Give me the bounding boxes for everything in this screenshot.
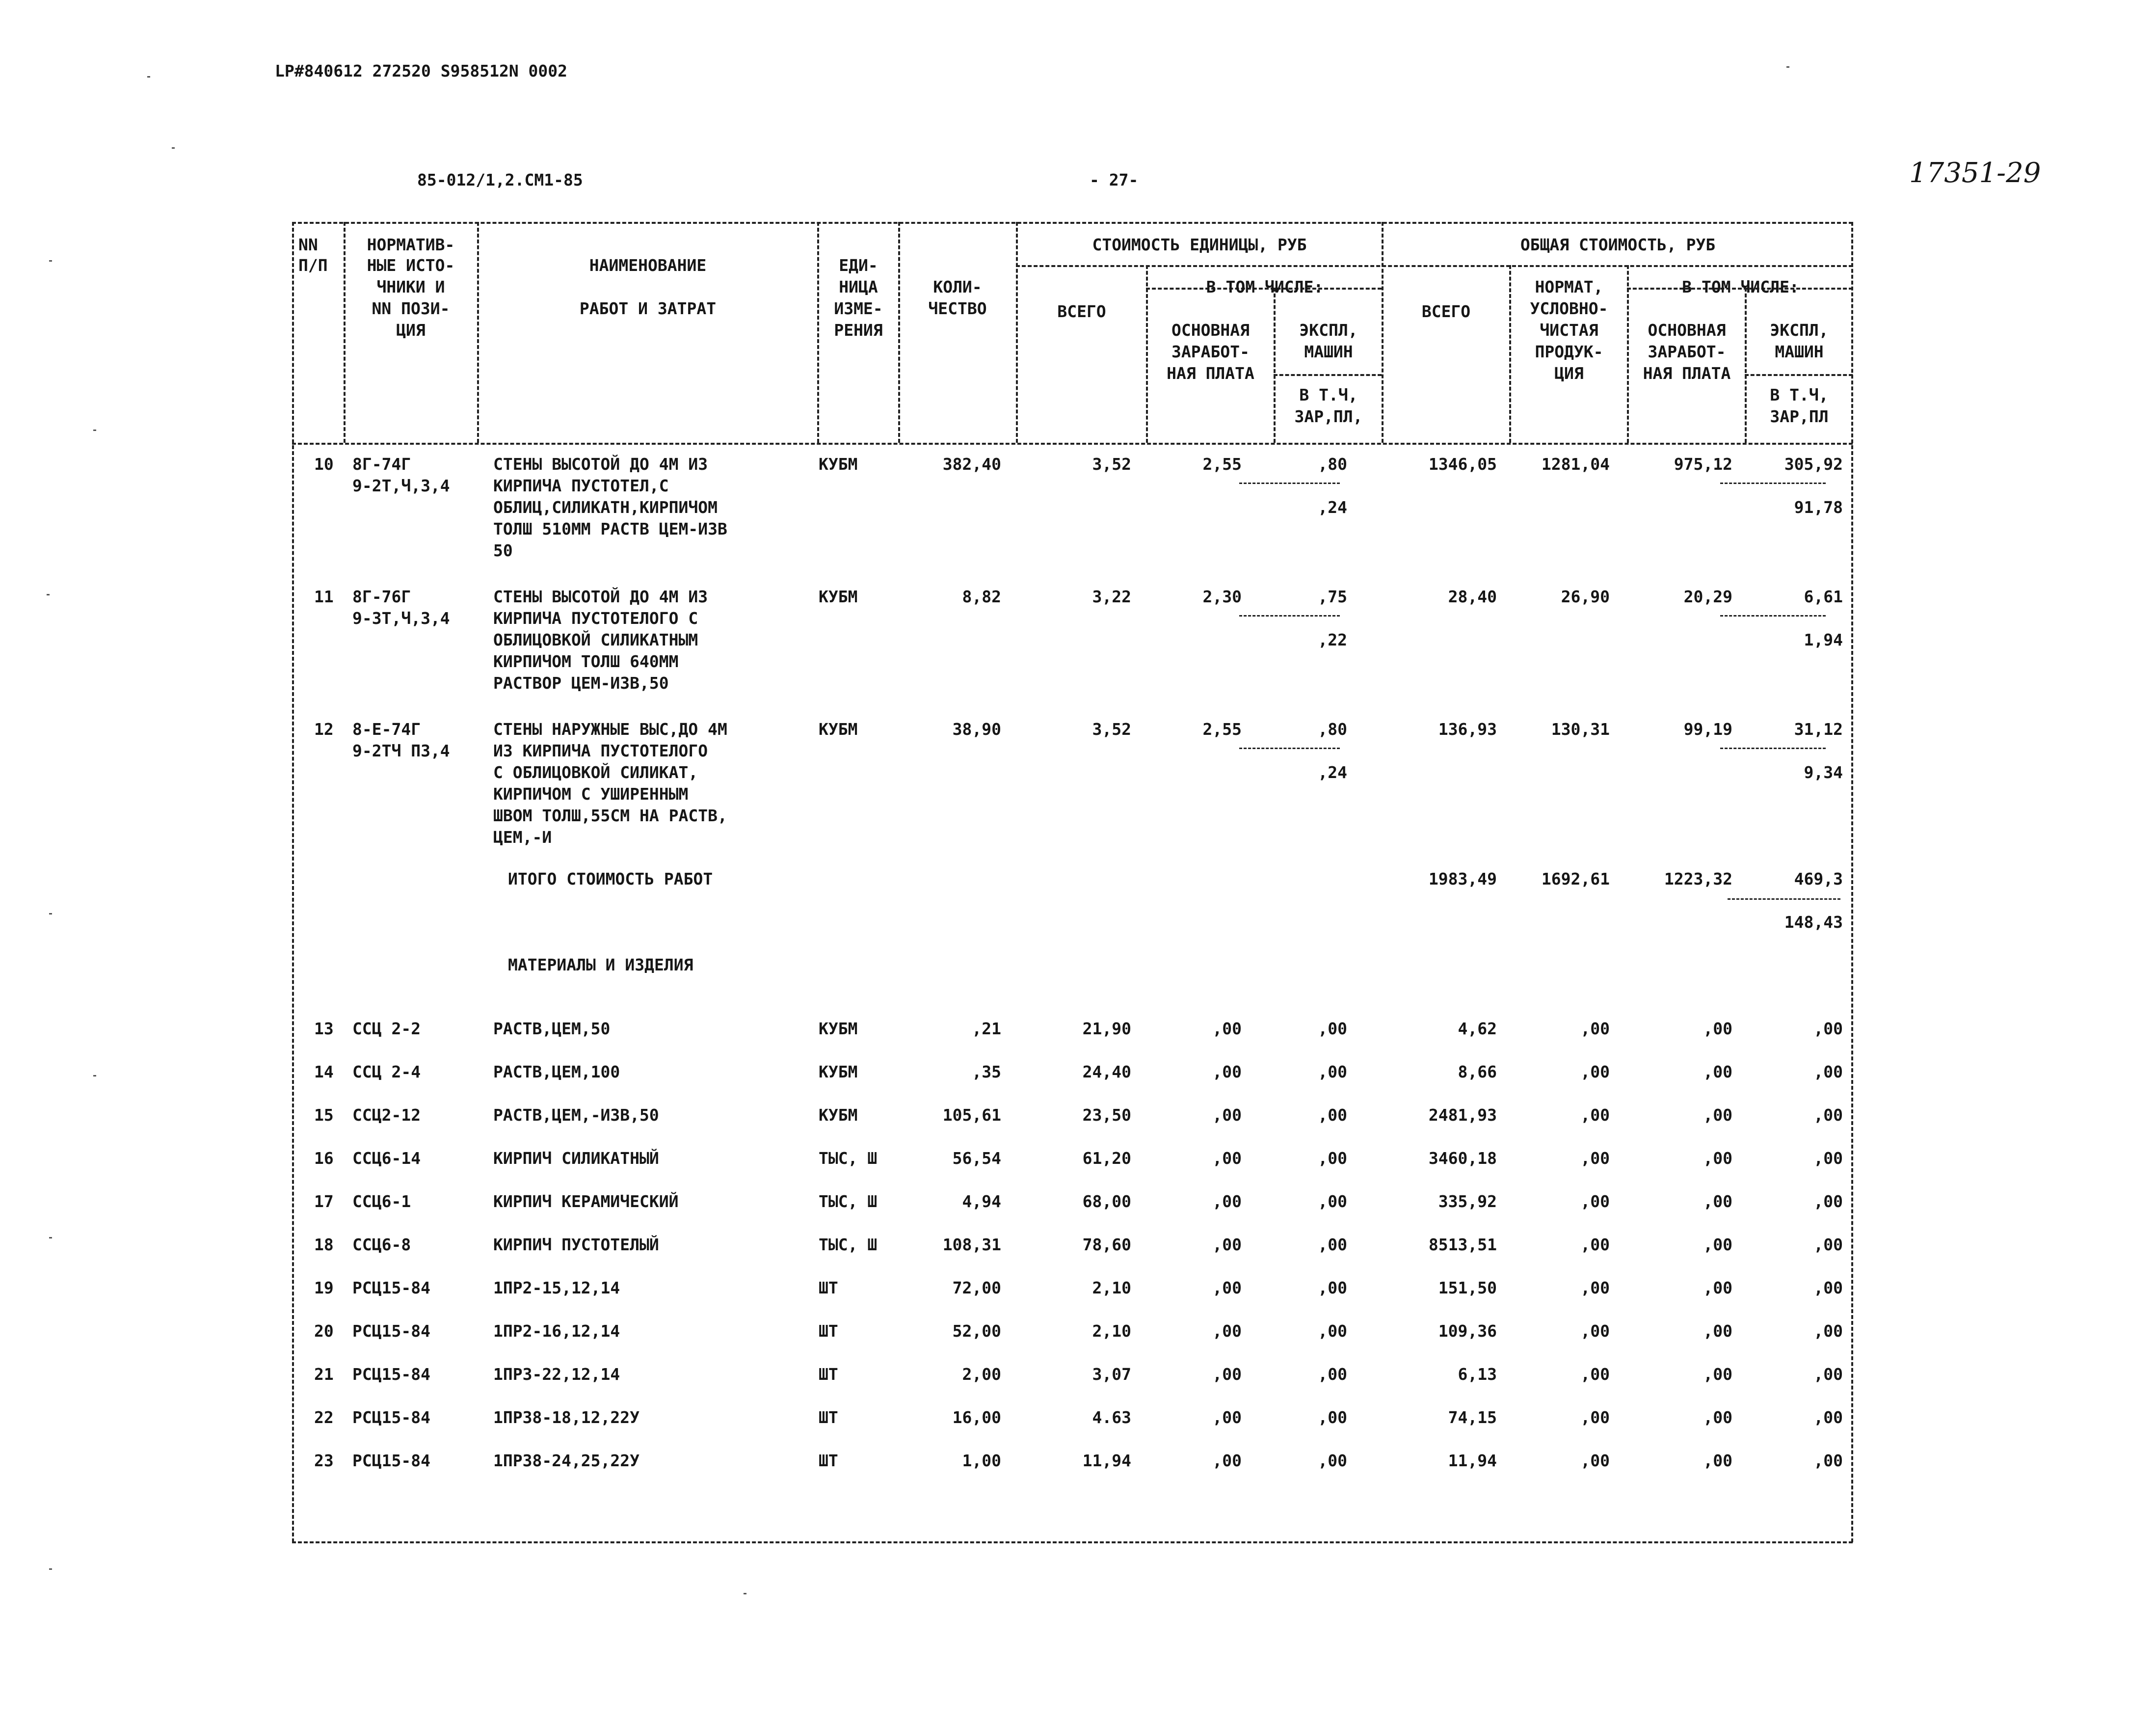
total-machine: ,00: [1813, 1149, 1843, 1168]
scan-speck: [49, 1568, 52, 1570]
unit-cost-machine: ,80: [1318, 720, 1347, 739]
total-norm-net: ,00: [1580, 1278, 1610, 1297]
unit-cost-total: 3,52: [1092, 455, 1131, 474]
norm-code: ССЦ6-1: [352, 1192, 411, 1211]
material-name: КИРПИЧ ПУСТОТЕЛЫЙ: [493, 1235, 659, 1254]
handwritten-ref: 17351-29: [1909, 157, 2041, 189]
hdr-t-incl-wage: ЗАР,ПЛ: [1770, 407, 1829, 426]
total-wage: ,00: [1703, 1019, 1732, 1038]
row-number: 22: [314, 1408, 334, 1427]
norm-code: 8Г-76Г: [352, 587, 411, 606]
hdr-norm-net: УСЛОВНО-: [1530, 299, 1608, 318]
hdr-base-wage: НАЯ ПЛАТА: [1167, 364, 1254, 383]
total-cost: 109,36: [1438, 1321, 1497, 1341]
row-number: 20: [314, 1321, 334, 1341]
hdr-unit: РЕНИЯ: [834, 321, 883, 340]
hdr-base-wage: ЗАРАБОТ-: [1171, 342, 1250, 361]
unit-cost-machine-wage: ,22: [1318, 630, 1347, 649]
hdr-unit: НИЦА: [839, 277, 878, 296]
unit-cost-wage: 2,55: [1202, 720, 1242, 739]
work-name-line: ШВОМ ТОЛШ,55СМ НА РАСТВ,: [493, 806, 727, 825]
unit-cost-total: 3,52: [1092, 720, 1131, 739]
unit-cost-total: 68,00: [1082, 1192, 1131, 1211]
fraction-rule: [1720, 748, 1826, 749]
total-norm-net: ,00: [1580, 1408, 1610, 1427]
norm-code: 9-2Т,Ч,3,4: [352, 476, 450, 495]
fraction-rule: [1728, 898, 1840, 900]
total-cost: 2481,93: [1428, 1105, 1497, 1125]
work-name-line: ОБЛИЦ,СИЛИКАТН,КИРПИЧОМ: [493, 498, 718, 517]
material-name: 1ПР2-16,12,14: [493, 1321, 620, 1341]
total-wage: ,00: [1703, 1105, 1732, 1125]
norm-code: РСЦ15-84: [352, 1321, 430, 1341]
total-wage: ,00: [1703, 1321, 1732, 1341]
norm-code: ССЦ 2-2: [352, 1019, 421, 1038]
total-norm-net: ,00: [1580, 1235, 1610, 1254]
unit-cost-machine: ,00: [1318, 1408, 1347, 1427]
total-machine: ,00: [1813, 1408, 1843, 1427]
unit-cost-wage: ,00: [1212, 1321, 1242, 1341]
norm-code: РСЦ15-84: [352, 1451, 430, 1470]
row-number: 21: [314, 1365, 334, 1384]
unit-cost-machine-wage: ,24: [1318, 763, 1347, 782]
hdr-t-machine-op: ЭКСПЛ,: [1770, 321, 1829, 340]
unit-cost-total: 11,94: [1082, 1451, 1131, 1470]
work-name-line: 50: [493, 541, 513, 560]
quantity: 382,40: [942, 455, 1001, 474]
quantity: 16,00: [952, 1408, 1001, 1427]
total-machine: ,00: [1813, 1278, 1843, 1297]
work-name-line: ОБЛИЦОВКОЙ СИЛИКАТНЫМ: [493, 630, 698, 649]
total-machine-wage: 9,34: [1804, 763, 1843, 782]
total-norm-net: ,00: [1580, 1321, 1610, 1341]
unit-cost-wage: ,00: [1212, 1365, 1242, 1384]
total-cost: 6,13: [1458, 1365, 1497, 1384]
total-wage: ,00: [1703, 1408, 1732, 1427]
unit: ШТ: [819, 1408, 838, 1427]
total-wage: ,00: [1703, 1365, 1732, 1384]
row-number: 19: [314, 1278, 334, 1297]
hdr-t-base-wage: ЗАРАБОТ-: [1648, 342, 1726, 361]
total-machine: ,00: [1813, 1235, 1843, 1254]
unit-cost-machine: ,00: [1318, 1278, 1347, 1297]
unit-cost-wage: ,00: [1212, 1019, 1242, 1038]
unit: ТЫС, Ш: [819, 1235, 878, 1254]
doc-number: 85-012/1,2.СМ1-85: [417, 170, 583, 189]
unit-cost-total: 2,10: [1092, 1321, 1131, 1341]
quantity: 2,00: [962, 1365, 1001, 1384]
unit-cost-machine: ,00: [1318, 1192, 1347, 1211]
subtotal-label: ИТОГО СТОИМОСТЬ РАБОТ: [508, 869, 713, 888]
material-name: КИРПИЧ КЕРАМИЧЕСКИЙ: [493, 1192, 679, 1211]
fraction-rule: [1720, 615, 1826, 617]
hdr-t-in-that-number: В ТОМ ЧИСЛЕ:: [1682, 277, 1799, 296]
quantity: 1,00: [962, 1451, 1001, 1470]
header-sub-rule: [1745, 374, 1853, 376]
unit: КУБМ: [819, 587, 858, 606]
hdr-nn: NN: [298, 235, 318, 254]
norm-code: ССЦ6-14: [352, 1149, 421, 1168]
material-name: 1ПР38-24,25,22У: [493, 1451, 640, 1470]
row-number: 23: [314, 1451, 334, 1470]
fraction-rule: [1239, 748, 1340, 749]
row-number: 15: [314, 1105, 334, 1125]
norm-code: 9-3Т,Ч,3,4: [352, 609, 450, 628]
work-name-line: КИРПИЧА ПУСТОТЕЛ,С: [493, 476, 669, 495]
norm-code: ССЦ 2-4: [352, 1062, 421, 1081]
total-cost: 8513,51: [1428, 1235, 1497, 1254]
unit: КУБМ: [819, 1062, 858, 1081]
hdr-t-base-wage: НАЯ ПЛАТА: [1643, 364, 1731, 383]
hdr-norm-source: ЦИЯ: [396, 321, 426, 340]
total-machine: ,00: [1813, 1321, 1843, 1341]
hdr-qty: ЧЕСТВО: [928, 299, 987, 318]
quantity: 72,00: [952, 1278, 1001, 1297]
work-name-line: СТЕНЫ ВЫСОТОЙ ДО 4М ИЗ: [493, 587, 708, 606]
hdr-machine-op: ЭКСПЛ,: [1299, 321, 1358, 340]
total-norm-net: ,00: [1580, 1365, 1610, 1384]
quantity: 108,31: [942, 1235, 1001, 1254]
work-name-line: СТЕНЫ ВЫСОТОЙ ДО 4М ИЗ: [493, 455, 708, 474]
hdr-norm-net: ПРОДУК-: [1535, 342, 1603, 361]
hdr-total-all: ВСЕГО: [1421, 302, 1471, 321]
quantity: 8,82: [962, 587, 1001, 606]
unit-cost-wage: ,00: [1212, 1192, 1242, 1211]
total-wage: ,00: [1703, 1149, 1732, 1168]
scan-speck: [172, 147, 175, 149]
unit-cost-wage: 2,55: [1202, 455, 1242, 474]
page-number: - 27-: [1090, 170, 1139, 189]
subtotal-wage: 1223,32: [1664, 869, 1732, 888]
hdr-norm-net: НОРМАТ,: [1535, 277, 1603, 296]
unit-cost-total: 23,50: [1082, 1105, 1131, 1125]
total-cost: 151,50: [1438, 1278, 1497, 1297]
total-machine: 31,12: [1794, 720, 1843, 739]
total-cost: 11,94: [1448, 1451, 1497, 1470]
row-number: 18: [314, 1235, 334, 1254]
total-cost: 335,92: [1438, 1192, 1497, 1211]
total-machine: 6,61: [1804, 587, 1843, 606]
unit: ТЫС, Ш: [819, 1192, 878, 1211]
fraction-rule: [1720, 483, 1826, 484]
material-name: КИРПИЧ СИЛИКАТНЫЙ: [493, 1149, 659, 1168]
total-norm-net: 26,90: [1561, 587, 1610, 606]
unit-cost-wage: 2,30: [1202, 587, 1242, 606]
unit-cost-total: 61,20: [1082, 1149, 1131, 1168]
scan-speck: [47, 594, 50, 595]
hdr-incl-wage: ЗАР,ПЛ,: [1294, 407, 1363, 426]
scan-speck: [93, 1075, 96, 1076]
total-wage: ,00: [1703, 1062, 1732, 1081]
header-col-divider: [898, 222, 900, 443]
work-name-line: ЦЕМ,-И: [493, 828, 552, 847]
total-cost: 1346,05: [1428, 455, 1497, 474]
material-name: 1ПР3-22,12,14: [493, 1365, 620, 1384]
hdr-norm-source: NN ПОЗИ-: [372, 299, 450, 318]
unit-cost-wage: ,00: [1212, 1451, 1242, 1470]
material-name: РАСТВ,ЦЕМ,100: [493, 1062, 620, 1081]
norm-code: 8-Е-74Г: [352, 720, 421, 739]
unit-cost-machine: ,00: [1318, 1062, 1347, 1081]
row-number: 11: [314, 587, 334, 606]
hdr-t-machine-op: МАШИН: [1775, 342, 1824, 361]
hdr-in-that-number: В ТОМ ЧИСЛЕ:: [1206, 277, 1324, 296]
fraction-rule: [1239, 483, 1340, 484]
norm-code: РСЦ15-84: [352, 1408, 430, 1427]
unit: ШТ: [819, 1321, 838, 1341]
scan-speck: [93, 430, 96, 431]
total-norm-net: ,00: [1580, 1149, 1610, 1168]
scan-speck: [1786, 66, 1789, 68]
norm-code: 8Г-74Г: [352, 455, 411, 474]
row-number: 13: [314, 1019, 334, 1038]
unit-cost-machine: ,75: [1318, 587, 1347, 606]
unit: КУБМ: [819, 455, 858, 474]
unit-cost-wage: ,00: [1212, 1408, 1242, 1427]
norm-code: 9-2ТЧ П3,4: [352, 741, 450, 760]
work-name-line: ИЗ КИРПИЧА ПУСТОТЕЛОГО: [493, 741, 708, 760]
table-bottom-border: [292, 1541, 1853, 1543]
total-machine-wage: 1,94: [1804, 630, 1843, 649]
row-number: 16: [314, 1149, 334, 1168]
hdr-name: РАБОТ И ЗАТРАТ: [579, 299, 717, 318]
header-bottom-border: [292, 443, 1853, 445]
scan-speck: [147, 76, 150, 78]
table-top-border: [292, 222, 1853, 224]
row-number: 12: [314, 720, 334, 739]
unit-cost-machine: ,80: [1318, 455, 1347, 474]
total-norm-net: 130,31: [1551, 720, 1610, 739]
hdr-incl-wage: В Т.Ч,: [1299, 385, 1358, 404]
hdr-norm-net: ЦИЯ: [1554, 364, 1584, 383]
unit-cost-wage: ,00: [1212, 1149, 1242, 1168]
row-number: 17: [314, 1192, 334, 1211]
hdr-unit-total: ВСЕГО: [1057, 302, 1106, 321]
subtotal-total: 1983,49: [1428, 869, 1497, 888]
subtotal-machine: 469,3: [1794, 869, 1843, 888]
unit-cost-machine: ,00: [1318, 1149, 1347, 1168]
total-machine: ,00: [1813, 1365, 1843, 1384]
scan-speck: [49, 913, 52, 915]
unit-cost-machine: ,00: [1318, 1235, 1347, 1254]
total-cost: 136,93: [1438, 720, 1497, 739]
total-cost: 4,62: [1458, 1019, 1497, 1038]
total-machine: ,00: [1813, 1192, 1843, 1211]
norm-code: РСЦ15-84: [352, 1278, 430, 1297]
hdr-unit: ЕДИ-: [839, 256, 878, 275]
work-name-line: КИРПИЧОМ ТОЛШ 640ММ: [493, 652, 679, 671]
total-norm-net: ,00: [1580, 1062, 1610, 1081]
total-wage: ,00: [1703, 1192, 1732, 1211]
hdr-norm-source: ЧНИКИ И: [376, 277, 445, 296]
unit-cost-total: 78,60: [1082, 1235, 1131, 1254]
hdr-unit: ИЗМЕ-: [834, 299, 883, 318]
unit: КУБМ: [819, 720, 858, 739]
unit-cost-wage: ,00: [1212, 1278, 1242, 1297]
hdr-base-wage: ОСНОВНАЯ: [1171, 321, 1250, 340]
unit-cost-machine: ,00: [1318, 1019, 1347, 1038]
total-cost: 3460,18: [1428, 1149, 1497, 1168]
quantity: 105,61: [942, 1105, 1001, 1125]
total-cost: 8,66: [1458, 1062, 1497, 1081]
total-cost: 74,15: [1448, 1408, 1497, 1427]
total-cost: 28,40: [1448, 587, 1497, 606]
hdr-qty: КОЛИ-: [933, 277, 982, 296]
scan-speck: [49, 1237, 52, 1238]
hdr-total-cost-group: ОБЩАЯ СТОИМОСТЬ, РУБ: [1520, 235, 1716, 254]
total-wage: ,00: [1703, 1278, 1732, 1297]
hdr-nn: П/П: [298, 256, 328, 275]
hdr-norm-source: НЫЕ ИСТО-: [367, 256, 455, 275]
unit: ТЫС, Ш: [819, 1149, 878, 1168]
hdr-unit-cost-group: СТОИМОСТЬ ЕДИНИЦЫ, РУБ: [1092, 235, 1307, 254]
unit: КУБМ: [819, 1105, 858, 1125]
unit-cost-machine: ,00: [1318, 1451, 1347, 1470]
unit-cost-total: 24,40: [1082, 1062, 1131, 1081]
total-norm-net: ,00: [1580, 1192, 1610, 1211]
unit-cost-wage: ,00: [1212, 1062, 1242, 1081]
material-name: 1ПР2-15,12,14: [493, 1278, 620, 1297]
quantity: 38,90: [952, 720, 1001, 739]
unit: КУБМ: [819, 1019, 858, 1038]
row-number: 14: [314, 1062, 334, 1081]
unit-cost-machine: ,00: [1318, 1321, 1347, 1341]
unit: ШТ: [819, 1365, 838, 1384]
norm-code: ССЦ2-12: [352, 1105, 421, 1125]
unit: ШТ: [819, 1451, 838, 1470]
hdr-norm-source: НОРМАТИВ-: [367, 235, 455, 254]
scan-speck: [744, 1593, 746, 1594]
unit-cost-wage: ,00: [1212, 1235, 1242, 1254]
total-wage: ,00: [1703, 1235, 1732, 1254]
unit-cost-total: 3,07: [1092, 1365, 1131, 1384]
hdr-name: НАИМЕНОВАНИЕ: [589, 256, 707, 275]
hdr-t-base-wage: ОСНОВНАЯ: [1648, 321, 1726, 340]
material-name: РАСТВ,ЦЕМ,50: [493, 1019, 611, 1038]
materials-heading: МАТЕРИАЛЫ И ИЗДЕЛИЯ: [508, 955, 693, 974]
norm-code: ССЦ6-8: [352, 1235, 411, 1254]
unit: ШТ: [819, 1278, 838, 1297]
total-norm-net: ,00: [1580, 1019, 1610, 1038]
scan-speck: [49, 260, 52, 262]
total-wage: 975,12: [1674, 455, 1732, 474]
total-machine: ,00: [1813, 1451, 1843, 1470]
unit-cost-total: 2,10: [1092, 1278, 1131, 1297]
total-machine: ,00: [1813, 1105, 1843, 1125]
unit-cost-machine: ,00: [1318, 1105, 1347, 1125]
quantity: ,21: [972, 1019, 1001, 1038]
quantity: 56,54: [952, 1149, 1001, 1168]
total-machine: ,00: [1813, 1019, 1843, 1038]
total-norm-net: ,00: [1580, 1451, 1610, 1470]
subtotal-norm-net: 1692,61: [1541, 869, 1610, 888]
quantity: ,35: [972, 1062, 1001, 1081]
total-machine-wage: 91,78: [1794, 498, 1843, 517]
unit-cost-wage: ,00: [1212, 1105, 1242, 1125]
unit-cost-machine: ,00: [1318, 1365, 1347, 1384]
material-name: РАСТВ,ЦЕМ,-ИЗВ,50: [493, 1105, 659, 1125]
fraction-rule: [1239, 615, 1340, 617]
hdr-norm-net: ЧИСТАЯ: [1540, 321, 1598, 340]
material-name: 1ПР38-18,12,22У: [493, 1408, 640, 1427]
subtotal-machine-wage: 148,43: [1784, 913, 1843, 932]
work-name-line: КИРПИЧОМ С УШИРЕННЫМ: [493, 784, 689, 804]
unit-cost-machine-wage: ,24: [1318, 498, 1347, 517]
total-machine: ,00: [1813, 1062, 1843, 1081]
total-wage: ,00: [1703, 1451, 1732, 1470]
table-left-border: [292, 222, 294, 1542]
total-norm-net: ,00: [1580, 1105, 1610, 1125]
work-name-line: С ОБЛИЦОВКОЙ СИЛИКАТ,: [493, 763, 698, 782]
quantity: 52,00: [952, 1321, 1001, 1341]
quantity: 4,94: [962, 1192, 1001, 1211]
total-wage: 99,19: [1683, 720, 1732, 739]
hdr-t-incl-wage: В Т.Ч,: [1770, 385, 1829, 404]
work-name-line: КИРПИЧА ПУСТОТЕЛОГО С: [493, 609, 698, 628]
unit-cost-total: 4.63: [1092, 1408, 1131, 1427]
row-number: 10: [314, 455, 334, 474]
norm-code: РСЦ15-84: [352, 1365, 430, 1384]
unit-cost-total: 21,90: [1082, 1019, 1131, 1038]
total-wage: 20,29: [1683, 587, 1732, 606]
work-name-line: РАСТВОР ЦЕМ-ИЗВ,50: [493, 673, 669, 693]
header-sub-rule: [1274, 374, 1382, 376]
hdr-machine-op: МАШИН: [1304, 342, 1353, 361]
work-name-line: СТЕНЫ НАРУЖНЫЕ ВЫС,ДО 4М: [493, 720, 727, 739]
header-group-rule: [1016, 265, 1853, 267]
top-code: LP#840612 272520 S958512N 0002: [275, 61, 568, 81]
unit-cost-total: 3,22: [1092, 587, 1131, 606]
total-norm-net: 1281,04: [1541, 455, 1610, 474]
work-name-line: ТОЛШ 510ММ РАСТВ ЦЕМ-ИЗВ: [493, 519, 727, 538]
total-machine: 305,92: [1784, 455, 1843, 474]
